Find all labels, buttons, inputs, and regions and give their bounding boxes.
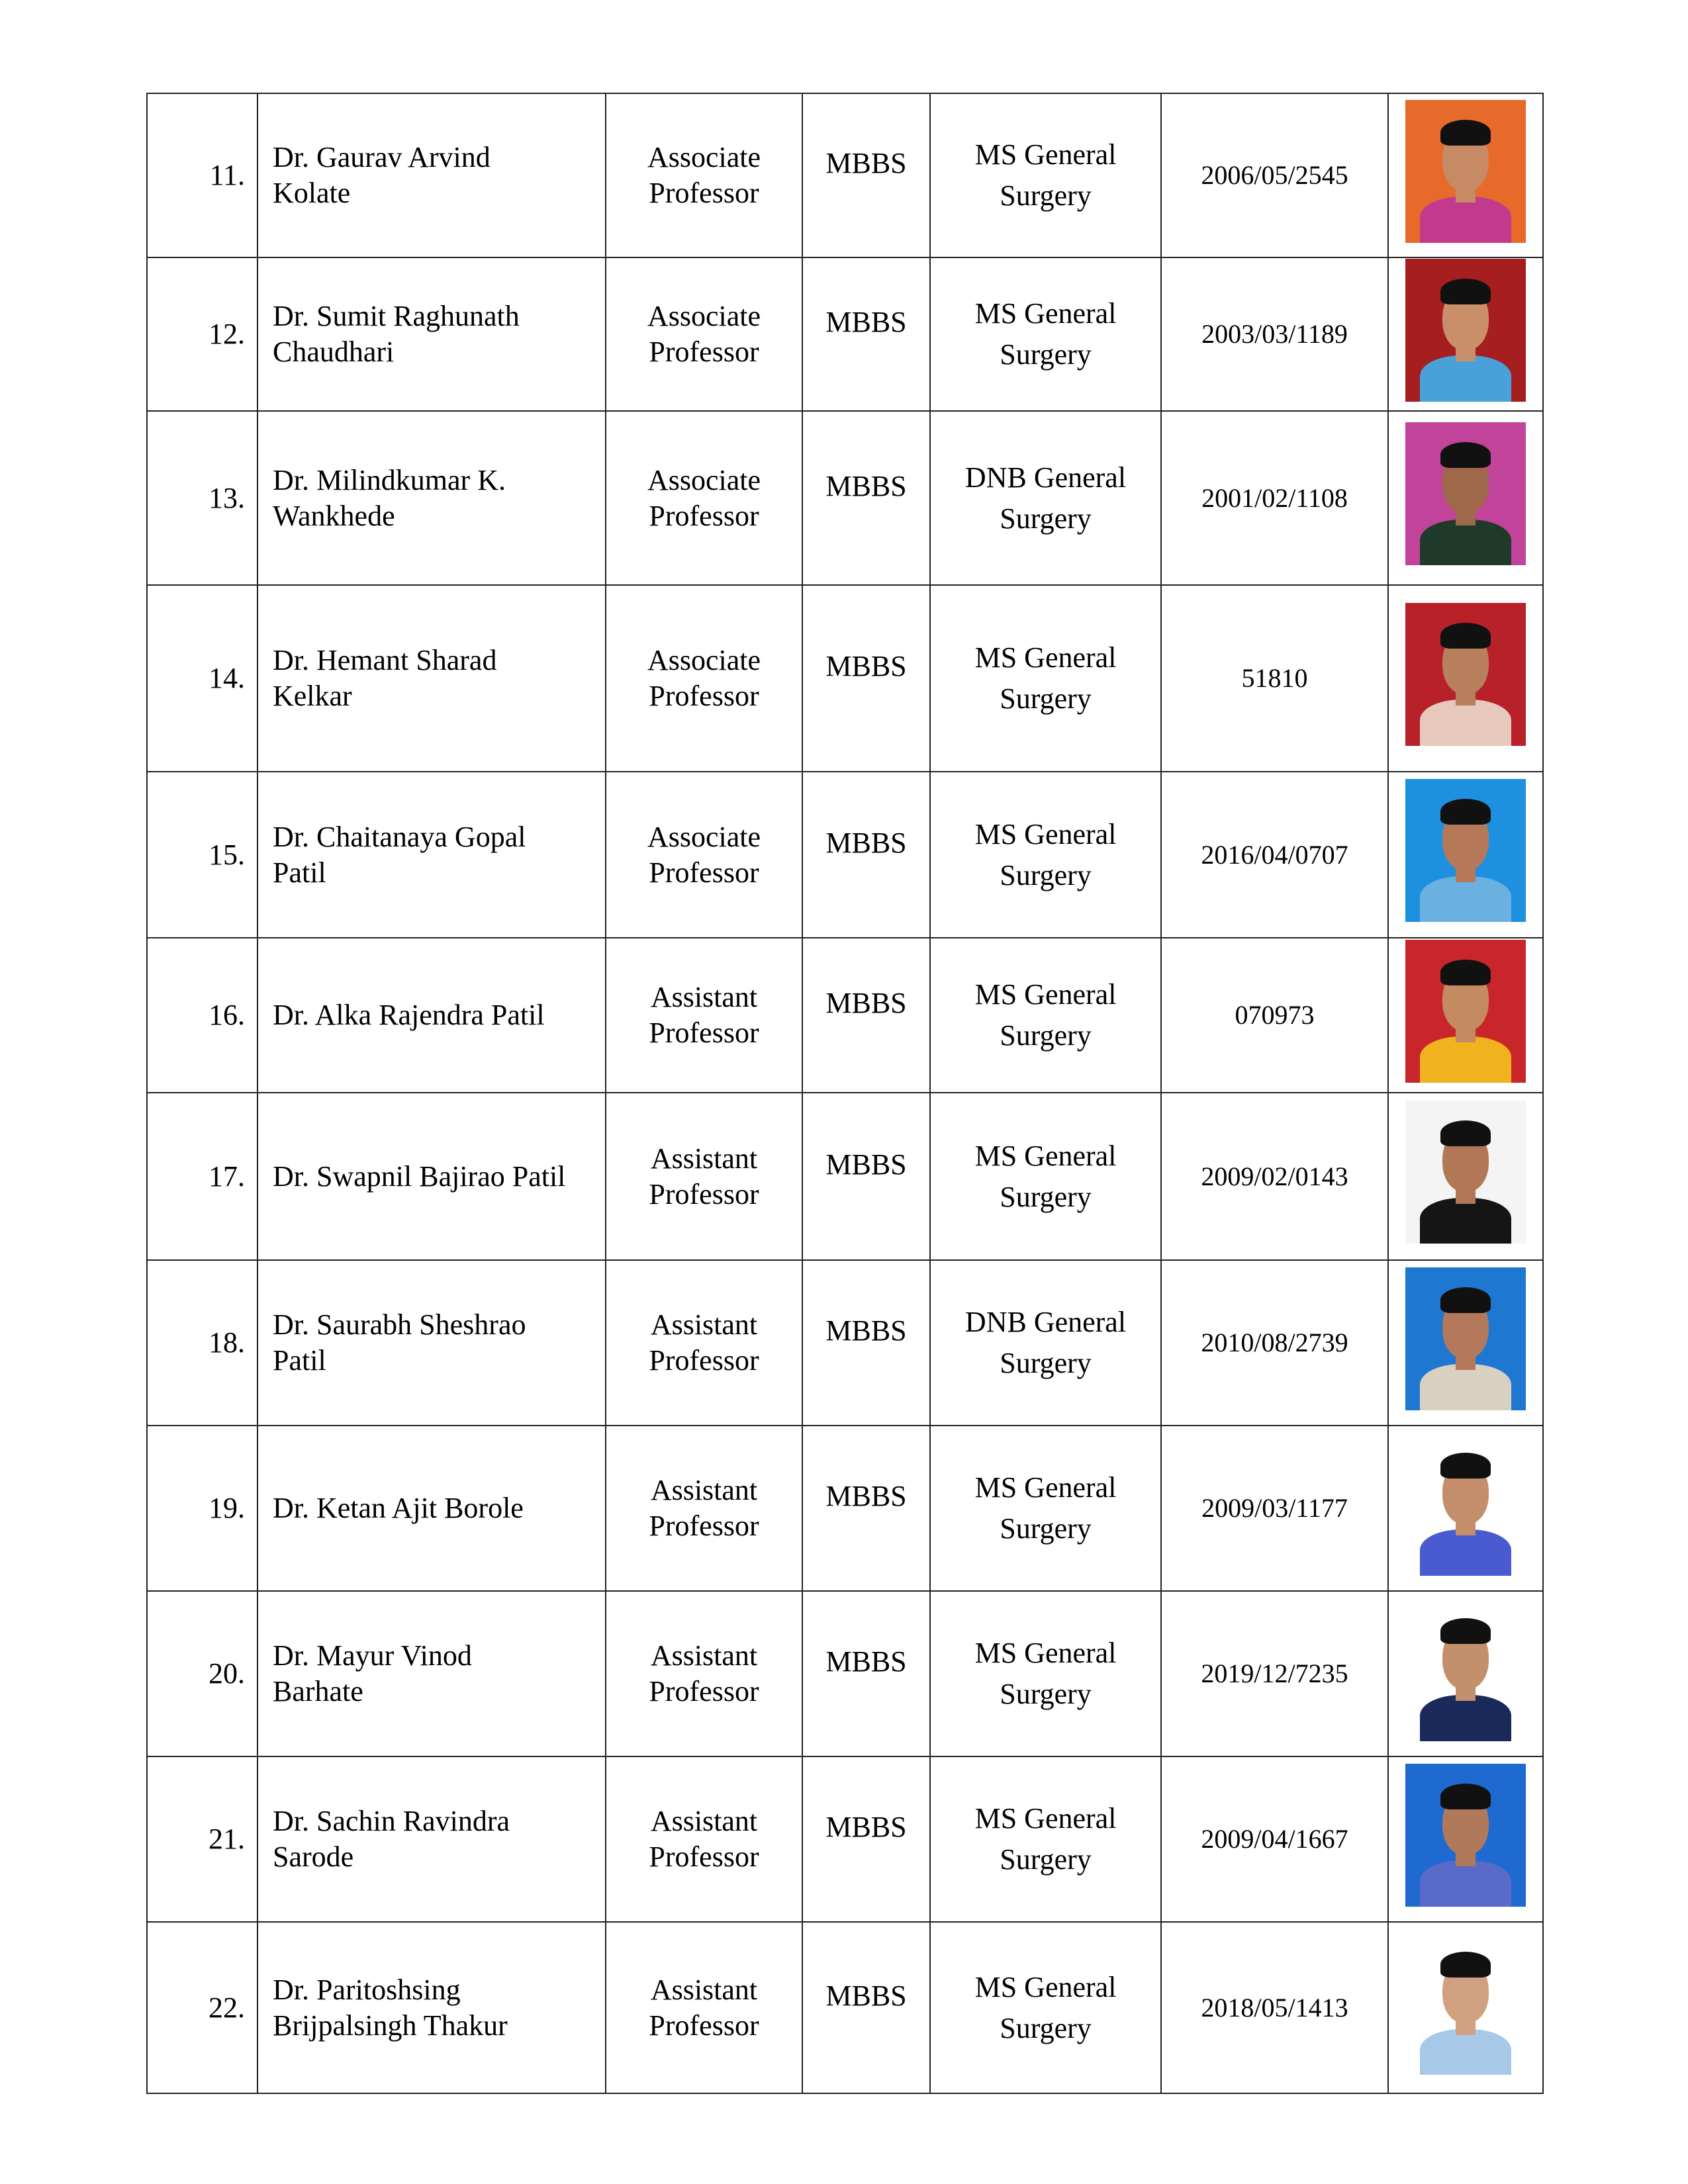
degree xyxy=(802,1093,930,1260)
faculty-name-line: Kelkar xyxy=(273,680,352,712)
photo-cell xyxy=(1388,1591,1543,1756)
specialization-line: MS General xyxy=(974,1139,1117,1172)
designation-line: Associate xyxy=(647,141,761,173)
photo-hair xyxy=(1440,442,1491,468)
designation-line: Professor xyxy=(649,1841,759,1873)
faculty-photo xyxy=(1405,603,1526,746)
designation-line: Professor xyxy=(649,1177,759,1210)
degree xyxy=(802,585,930,772)
registration-number: 2009/02/0143 xyxy=(1161,1093,1388,1260)
degree xyxy=(802,1922,930,2093)
photo-hair xyxy=(1440,1120,1491,1146)
degree-text: MBBS xyxy=(825,1148,907,1181)
photo-cell xyxy=(1388,1922,1543,2093)
specialization-line: MS General xyxy=(974,978,1117,1011)
serial-number: 14. xyxy=(147,585,258,772)
table-row xyxy=(147,93,1543,257)
degree xyxy=(802,257,930,411)
specialization-line: MS General xyxy=(974,1970,1117,2003)
photo-cell xyxy=(1388,93,1543,257)
designation-line: Associate xyxy=(647,300,761,332)
serial-number: 15. xyxy=(147,772,258,938)
faculty-table xyxy=(146,93,1544,2094)
degree xyxy=(802,772,930,938)
faculty-name-line: Dr. Sachin Ravindra xyxy=(273,1805,510,1837)
designation-line: Professor xyxy=(649,1344,759,1377)
photo-cell xyxy=(1388,257,1543,411)
specialization-line: Surgery xyxy=(1000,1019,1092,1052)
designation xyxy=(606,93,802,257)
designation-line: Professor xyxy=(649,499,759,532)
faculty-name xyxy=(258,938,606,1093)
faculty-name-line: Dr. Mayur Vinod xyxy=(273,1639,472,1672)
specialization-line: Surgery xyxy=(1000,1512,1092,1545)
faculty-photo xyxy=(1405,1598,1526,1741)
photo-hair xyxy=(1440,1618,1491,1644)
faculty-name xyxy=(258,1922,606,2093)
serial-number: 16. xyxy=(147,938,258,1093)
specialization-line: MS General xyxy=(974,1471,1117,1504)
specialization-line: MS General xyxy=(974,138,1117,171)
faculty-name-line: Sarode xyxy=(273,1841,354,1873)
faculty-name-line: Dr. Saurabh Sheshrao xyxy=(273,1308,526,1341)
specialization-line: Surgery xyxy=(1000,502,1092,535)
specialization-line: Surgery xyxy=(1000,858,1092,891)
photo-cell xyxy=(1388,772,1543,938)
specialization xyxy=(930,1260,1161,1426)
table-row xyxy=(147,585,1543,772)
faculty-name xyxy=(258,1426,606,1591)
faculty-name-line: Kolate xyxy=(273,177,351,209)
photo-hair xyxy=(1440,279,1491,304)
designation xyxy=(606,1260,802,1426)
photo-shirt xyxy=(1420,876,1511,922)
specialization xyxy=(930,1093,1161,1260)
specialization-line: MS General xyxy=(974,1637,1117,1669)
designation xyxy=(606,1426,802,1591)
designation-line: Professor xyxy=(649,1675,759,1707)
faculty-photo xyxy=(1405,100,1526,243)
specialization xyxy=(930,772,1161,938)
specialization-line: Surgery xyxy=(1000,1347,1092,1379)
designation-line: Assistant xyxy=(650,1805,758,1837)
faculty-name-line: Dr. Chaitanaya Gopal xyxy=(273,820,526,853)
photo-cell xyxy=(1388,938,1543,1093)
specialization xyxy=(930,1756,1161,1922)
photo-shirt xyxy=(1420,1860,1511,1906)
table-row xyxy=(147,938,1543,1093)
faculty-name xyxy=(258,411,606,585)
table-row xyxy=(147,1591,1543,1756)
registration-number: 51810 xyxy=(1161,585,1388,772)
serial-number: 12. xyxy=(147,257,258,411)
table-row xyxy=(147,1756,1543,1922)
serial-number: 18. xyxy=(147,1260,258,1426)
designation xyxy=(606,257,802,411)
photo-hair xyxy=(1440,623,1491,649)
specialization-line: Surgery xyxy=(1000,1180,1092,1213)
faculty-photo xyxy=(1405,259,1526,402)
photo-hair xyxy=(1440,1453,1491,1479)
photo-shirt xyxy=(1420,1529,1511,1575)
table-row xyxy=(147,1093,1543,1260)
registration-number: 2016/04/0707 xyxy=(1161,772,1388,938)
serial-number: 19. xyxy=(147,1426,258,1591)
faculty-photo xyxy=(1405,1433,1526,1576)
degree-text: MBBS xyxy=(825,987,907,1019)
degree-text: MBBS xyxy=(825,826,907,859)
specialization xyxy=(930,938,1161,1093)
specialization-line: MS General xyxy=(974,1802,1117,1835)
registration-number: 2006/05/2545 xyxy=(1161,93,1388,257)
specialization-line: DNB General xyxy=(964,1306,1127,1338)
photo-hair xyxy=(1440,1287,1491,1313)
designation-line: Professor xyxy=(649,856,759,889)
designation-line: Associate xyxy=(647,644,761,676)
degree xyxy=(802,93,930,257)
designation xyxy=(606,1756,802,1922)
registration-number: 2010/08/2739 xyxy=(1161,1260,1388,1426)
degree-text: MBBS xyxy=(825,650,907,682)
faculty-name-line: Dr. Milindkumar K. xyxy=(273,463,506,496)
photo-cell xyxy=(1388,1093,1543,1260)
photo-shirt xyxy=(1420,1695,1511,1741)
table-row xyxy=(147,411,1543,585)
faculty-name-line: Patil xyxy=(273,856,326,889)
table-row xyxy=(147,1922,1543,2093)
designation-line: Professor xyxy=(649,680,759,712)
table-row xyxy=(147,1426,1543,1591)
specialization xyxy=(930,585,1161,772)
photo-cell xyxy=(1388,1756,1543,1922)
degree xyxy=(802,1591,930,1756)
designation xyxy=(606,938,802,1093)
designation xyxy=(606,585,802,772)
designation xyxy=(606,1591,802,1756)
faculty-photo xyxy=(1405,779,1526,922)
photo-cell xyxy=(1388,585,1543,772)
faculty-name xyxy=(258,93,606,257)
specialization xyxy=(930,411,1161,585)
designation xyxy=(606,1922,802,2093)
designation-line: Assistant xyxy=(650,1639,758,1672)
registration-number: 2018/05/1413 xyxy=(1161,1922,1388,2093)
faculty-name-line: Dr. Swapnil Bajirao Patil xyxy=(273,1160,566,1193)
photo-hair xyxy=(1440,1952,1491,1978)
faculty-photo xyxy=(1405,1932,1526,2075)
degree xyxy=(802,1426,930,1591)
faculty-name-line: Dr. Alka Rajendra Patil xyxy=(273,999,545,1031)
photo-shirt xyxy=(1420,2029,1511,2075)
serial-number: 21. xyxy=(147,1756,258,1922)
photo-cell xyxy=(1388,1260,1543,1426)
specialization-line: MS General xyxy=(974,641,1117,674)
degree-text: MBBS xyxy=(825,469,907,502)
photo-shirt xyxy=(1420,700,1511,745)
specialization xyxy=(930,1426,1161,1591)
specialization xyxy=(930,1922,1161,2093)
designation-line: Associate xyxy=(647,463,761,496)
faculty-photo xyxy=(1405,940,1526,1083)
degree-text: MBBS xyxy=(825,1645,907,1678)
photo-shirt xyxy=(1420,1198,1511,1244)
registration-number: 2009/04/1667 xyxy=(1161,1756,1388,1922)
faculty-name xyxy=(258,772,606,938)
faculty-name-line: Wankhede xyxy=(273,499,395,532)
degree-text: MBBS xyxy=(825,1314,907,1347)
specialization-line: MS General xyxy=(974,297,1117,330)
degree xyxy=(802,411,930,585)
faculty-name-line: Chaudhari xyxy=(273,336,395,368)
designation-line: Professor xyxy=(649,1510,759,1542)
serial-number: 11. xyxy=(147,93,258,257)
photo-shirt xyxy=(1420,197,1511,242)
degree-text: MBBS xyxy=(825,1979,907,2012)
designation-line: Assistant xyxy=(650,1474,758,1506)
faculty-name xyxy=(258,1093,606,1260)
photo-hair xyxy=(1440,1784,1491,1809)
faculty-name xyxy=(258,1756,606,1922)
serial-number: 17. xyxy=(147,1093,258,1260)
photo-hair xyxy=(1440,960,1491,985)
faculty-name xyxy=(258,257,606,411)
photo-hair xyxy=(1440,120,1491,146)
photo-shirt xyxy=(1420,1036,1511,1082)
photo-cell xyxy=(1388,411,1543,585)
serial-number: 22. xyxy=(147,1922,258,2093)
designation-line: Assistant xyxy=(650,981,758,1013)
photo-hair xyxy=(1440,799,1491,825)
table-row xyxy=(147,257,1543,411)
degree-text: MBBS xyxy=(825,1480,907,1512)
faculty-name-line: Dr. Ketan Ajit Borole xyxy=(273,1492,524,1524)
specialization-line: DNB General xyxy=(964,461,1127,494)
serial-number: 20. xyxy=(147,1591,258,1756)
specialization-line: MS General xyxy=(974,817,1117,850)
faculty-name-line: Dr. Paritoshsing xyxy=(273,1973,461,2006)
registration-number: 070973 xyxy=(1161,938,1388,1093)
designation xyxy=(606,1093,802,1260)
faculty-name-line: Patil xyxy=(273,1344,326,1377)
registration-number: 2009/03/1177 xyxy=(1161,1426,1388,1591)
designation xyxy=(606,772,802,938)
specialization-line: Surgery xyxy=(1000,682,1092,715)
specialization-line: Surgery xyxy=(1000,1843,1092,1876)
serial-number: 13. xyxy=(147,411,258,585)
designation-line: Professor xyxy=(649,177,759,209)
faculty-photo xyxy=(1405,422,1526,565)
specialization-line: Surgery xyxy=(1000,338,1092,371)
table-row xyxy=(147,772,1543,938)
specialization-line: Surgery xyxy=(1000,2011,1092,2044)
designation-line: Professor xyxy=(649,336,759,368)
registration-number: 2019/12/7235 xyxy=(1161,1591,1388,1756)
specialization xyxy=(930,93,1161,257)
faculty-name-line: Brijpalsingh Thakur xyxy=(273,2009,508,2042)
designation-line: Associate xyxy=(647,820,761,853)
faculty-photo xyxy=(1405,1101,1526,1244)
specialization xyxy=(930,1591,1161,1756)
designation-line: Professor xyxy=(649,2009,759,2042)
faculty-name-line: Dr. Gaurav Arvind xyxy=(273,141,491,173)
designation-line: Professor xyxy=(649,1017,759,1049)
registration-number: 2001/02/1108 xyxy=(1161,411,1388,585)
degree-text: MBBS xyxy=(825,1811,907,1843)
specialization-line: Surgery xyxy=(1000,1678,1092,1710)
specialization xyxy=(930,257,1161,411)
faculty-photo xyxy=(1405,1764,1526,1907)
degree xyxy=(802,938,930,1093)
photo-shirt xyxy=(1420,355,1511,401)
faculty-name-line: Barhate xyxy=(273,1675,363,1707)
specialization-line: Surgery xyxy=(1000,179,1092,212)
faculty-photo xyxy=(1405,1267,1526,1410)
photo-shirt xyxy=(1420,1364,1511,1410)
photo-shirt xyxy=(1420,520,1511,565)
table-row xyxy=(147,1260,1543,1426)
degree-text: MBBS xyxy=(825,147,907,179)
faculty-table-body xyxy=(147,93,1543,2093)
degree xyxy=(802,1756,930,1922)
faculty-name xyxy=(258,585,606,772)
faculty-name-line: Dr. Hemant Sharad xyxy=(273,644,497,676)
degree xyxy=(802,1260,930,1426)
designation-line: Assistant xyxy=(650,1142,758,1175)
faculty-name xyxy=(258,1591,606,1756)
degree-text: MBBS xyxy=(825,306,907,338)
photo-cell xyxy=(1388,1426,1543,1591)
designation-line: Assistant xyxy=(650,1973,758,2006)
registration-number: 2003/03/1189 xyxy=(1161,257,1388,411)
designation xyxy=(606,411,802,585)
faculty-name-line: Dr. Sumit Raghunath xyxy=(273,300,520,332)
designation-line: Assistant xyxy=(650,1308,758,1341)
faculty-name xyxy=(258,1260,606,1426)
